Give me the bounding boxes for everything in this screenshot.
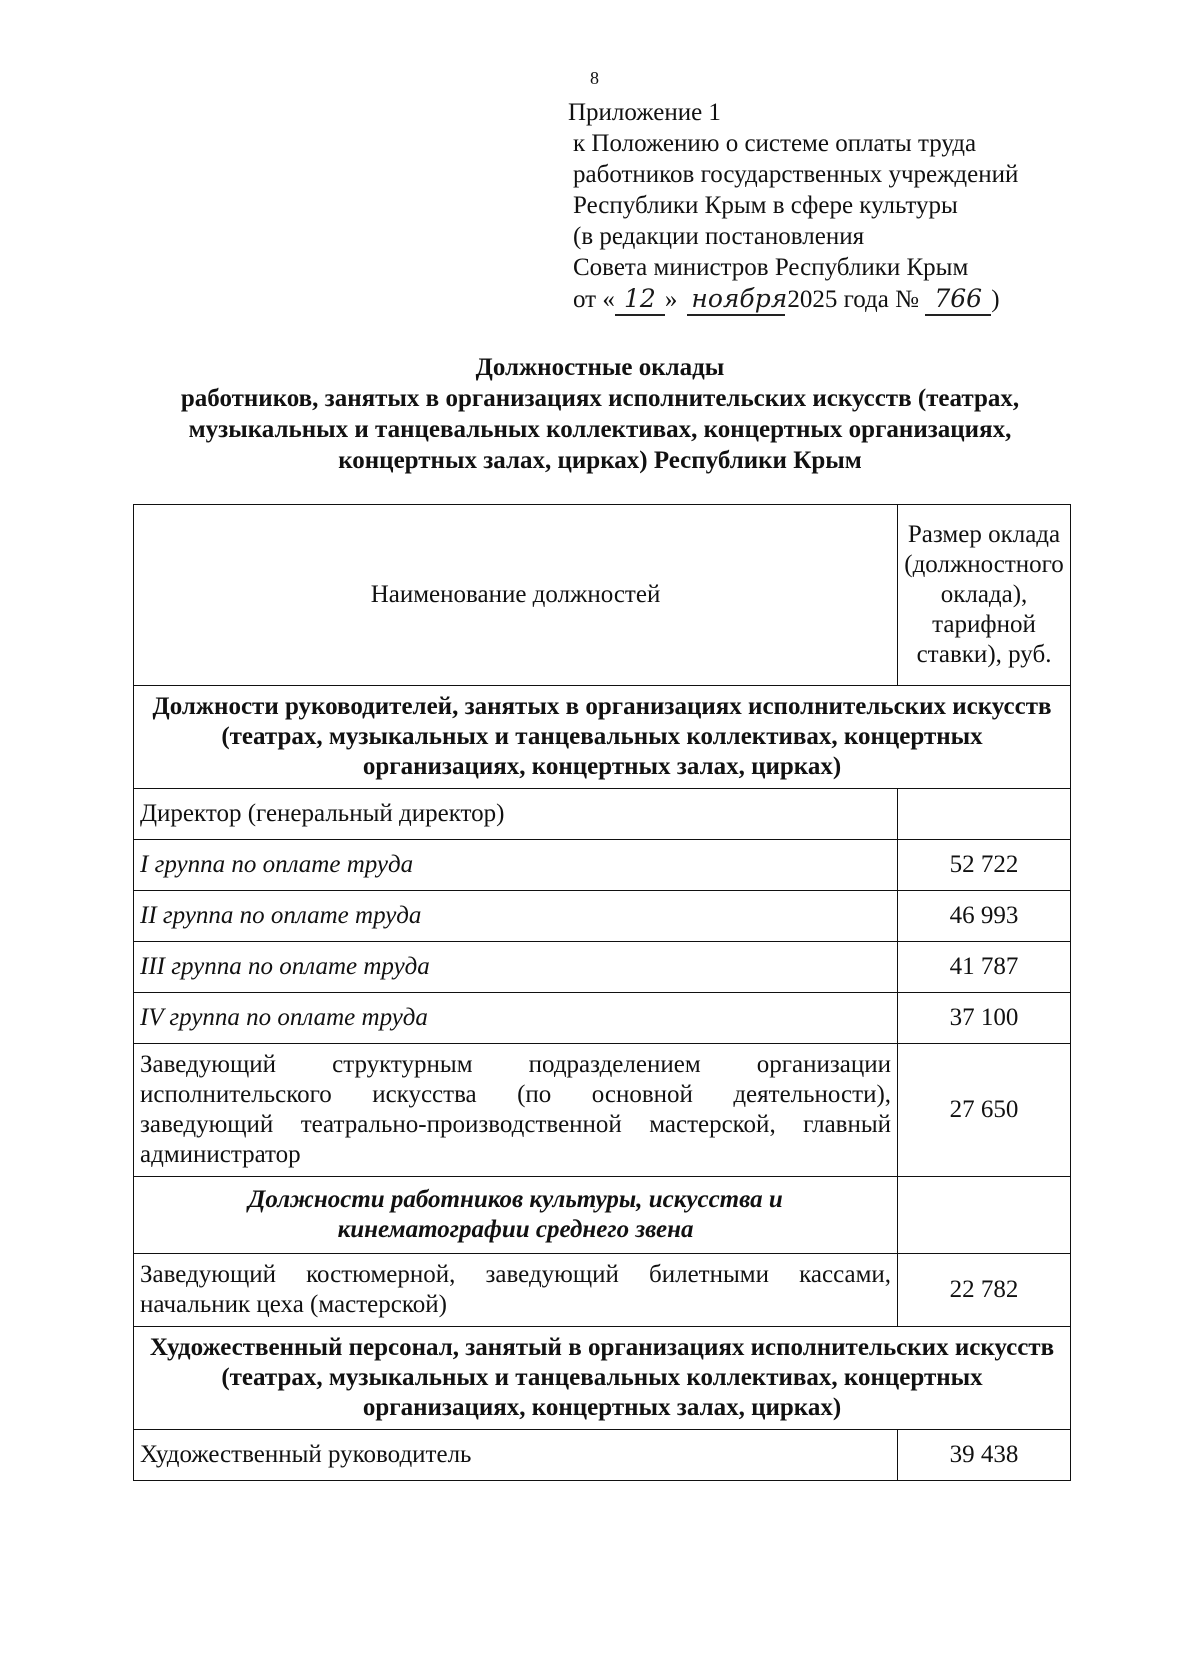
appendix-block <box>568 97 1018 316</box>
position-group-2: II группа по оплате труда <box>134 891 898 942</box>
value-structural-head: 27 650 <box>898 1044 1071 1177</box>
header-salary-size: Размер оклада (должностного оклада), тарифной ставки), руб. <box>898 505 1071 686</box>
title-line: Должностные оклады <box>475 354 725 381</box>
table-row <box>134 789 1071 840</box>
section-row-managers <box>134 686 1071 789</box>
section-mid-level-label: Должности работников культуры, искусства и кинематографии среднего звена <box>134 1177 898 1254</box>
title-line: концертных залах, цирках) Республики Крым <box>338 447 862 474</box>
date-prefix: от « <box>573 286 615 313</box>
value-group-2: 46 993 <box>898 891 1071 942</box>
value-art-director: 39 438 <box>898 1430 1071 1481</box>
appendix-line: к Положению о системе оплаты труда <box>573 130 977 157</box>
handwritten-month: ноября <box>687 283 785 316</box>
position-group-4: IV группа по оплате труда <box>134 993 898 1044</box>
date-mid: » <box>664 286 678 313</box>
date-suffix: ) <box>991 286 1000 313</box>
value-group-4: 37 100 <box>898 993 1071 1044</box>
table-row <box>134 942 1071 993</box>
document-title <box>100 352 1100 476</box>
handwritten-doc-number: 766 <box>925 283 991 316</box>
appendix-line: Приложение 1 <box>568 99 721 126</box>
handwritten-day: 12 <box>615 283 665 316</box>
table-row <box>134 1044 1071 1177</box>
title-line: работников, занятых в организациях исполнительских искусств (театрах, <box>180 385 1020 412</box>
position-costume-head: Заведующий костюмерной, заведующий билетными кассами, начальник цеха (мастерской) <box>134 1254 898 1327</box>
value-group-1: 52 722 <box>898 840 1071 891</box>
table-row <box>134 1430 1071 1481</box>
position-group-3: III группа по оплате труда <box>134 942 898 993</box>
table-row <box>134 840 1071 891</box>
appendix-date-line <box>573 283 1018 316</box>
section-row-art-staff <box>134 1327 1071 1430</box>
appendix-line: Совета министров Республики Крым <box>573 254 969 281</box>
salary-table <box>133 504 1071 1481</box>
appendix-line: (в редакции постановления <box>573 223 865 250</box>
table-row <box>134 1254 1071 1327</box>
section-managers-label: Должности руководителей, занятых в организациях исполнительских искусств (театрах, музыкальных и танцевальных коллективах, концертных организациях, концертных залах, цирках) <box>134 686 1071 789</box>
position-art-director: Художественный руководитель <box>134 1430 898 1481</box>
value-group-3: 41 787 <box>898 942 1071 993</box>
page-number: 8 <box>590 68 599 88</box>
title-line: музыкальных и танцевальных коллективах, концертных организациях, <box>188 416 1012 443</box>
position-director: Директор (генеральный директор) <box>134 789 898 840</box>
appendix-line: работников государственных учреждений <box>573 161 1019 188</box>
table-header-row <box>134 505 1071 686</box>
table-row <box>134 993 1071 1044</box>
section-art-staff-label: Художественный персонал, занятый в организациях исполнительских искусств (театрах, музыкальных и танцевальных коллективах, концертных организациях, концертных залах, цирках) <box>134 1327 1071 1430</box>
section-row-mid-level <box>134 1177 1071 1254</box>
value-empty <box>898 789 1071 840</box>
appendix-line: Республики Крым в сфере культуры <box>573 192 958 219</box>
value-empty <box>898 1177 1071 1254</box>
position-structural-head: Заведующий структурным подразделением организации исполнительского искусства (по основной деятельности), заведующий театрально-производственной мастерской, главный администратор <box>134 1044 898 1177</box>
header-position-name: Наименование должностей <box>134 505 898 686</box>
value-costume-head: 22 782 <box>898 1254 1071 1327</box>
date-year-text: 2025 года № <box>787 286 919 313</box>
table-row <box>134 891 1071 942</box>
position-group-1: I группа по оплате труда <box>134 840 898 891</box>
